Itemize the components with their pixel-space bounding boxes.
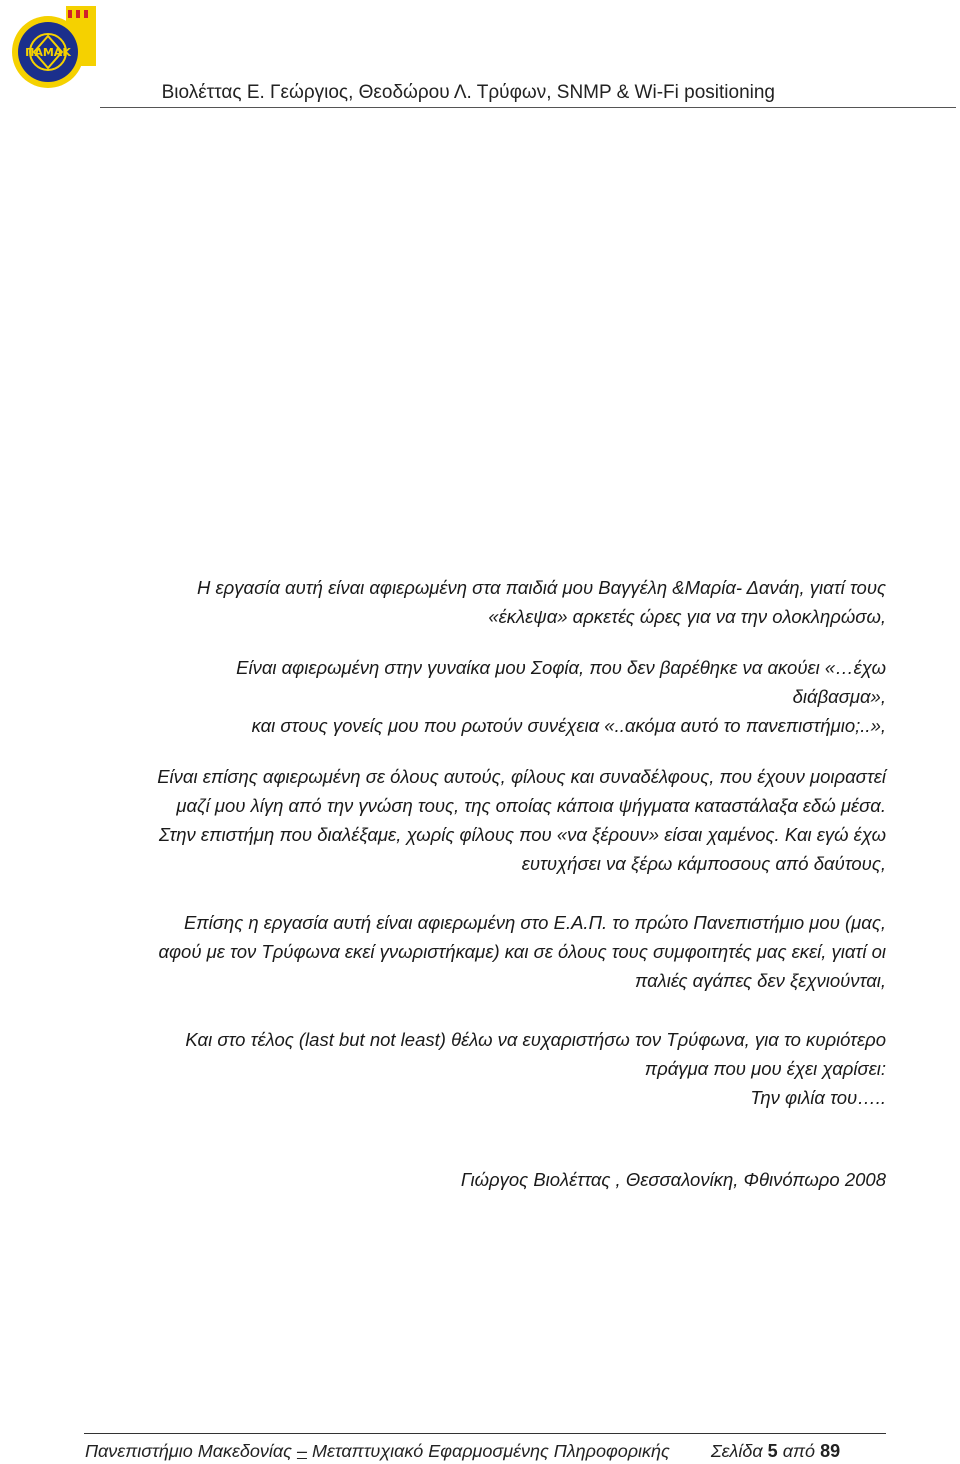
dedication-line: Την φιλία του….. — [750, 1087, 886, 1108]
dedication-line: Η εργασία αυτή είναι αφιερωμένη στα παιδιά μου Βαγγέλη &Μαρία- Δανάη, γιατί τους — [197, 577, 886, 598]
dedication-line: Είναι αφιερωμένη στην γυναίκα μου Σοφία, που δεν βαρέθηκε να ακούει «…έχω — [236, 657, 886, 678]
header-divider — [100, 107, 956, 108]
footer-total-pages: 89 — [820, 1441, 841, 1461]
dedication-line: μαζί μου λίγη από την γνώση τους, της οποίας κάποια ψήγματα καταστάλαξα εδώ μέσα. — [176, 795, 886, 816]
dedication-line: Είναι επίσης αφιερωμένη σε όλους αυτούς, φίλους και συναδέλφους, που έχουν μοιραστεί — [157, 766, 886, 787]
logo-text: ΠΑΜΑΚ — [25, 46, 71, 59]
dedication-line: αφού με τον Τρύφωνα εκεί γνωριστήκαμε) και σε όλους τους συμφοιτητές μας εκεί, γιατί οι — [158, 941, 886, 962]
dedication-line: και στους γονείς μου που ρωτούν συνέχεια «..ακόμα αυτό το πανεπιστήμιο;..», — [251, 715, 886, 736]
dedication-line: Και στο τέλος (last but not least) θέλω να ευχαριστήσω τον Τρύφωνα, για το κυριότερο — [185, 1029, 886, 1050]
dedication-block — [60, 573, 886, 1194]
footer-institution: Πανεπιστήμιο Μακεδονίας — [85, 1441, 292, 1461]
dedication-line: Επίσης η εργασία αυτή είναι αφιερωμένη στο Ε.Α.Π. το πρώτο Πανεπιστήμιο μου (μας, — [183, 912, 886, 933]
footer-page-number: 5 — [767, 1441, 778, 1461]
footer-of-label: από — [782, 1441, 816, 1461]
footer-dash: – — [296, 1441, 307, 1461]
footer-divider — [84, 1433, 886, 1434]
dedication-line: παλιές αγάπες δεν ξεχνιούνται, — [634, 970, 886, 991]
dedication-line: διάβασμα», — [792, 686, 886, 707]
footer-page-label: Σελίδα — [710, 1441, 763, 1461]
running-header: Βιολέττας Ε. Γεώργιος, Θεοδώρου Λ. Τρύφων, SNMP & Wi-Fi positioning — [161, 82, 775, 103]
dedication-line: «έκλεψα» αρκετές ώρες για να την ολοκληρώσω, — [488, 606, 886, 627]
dedication-line: ευτυχήσει να ξέρω κάμποσους από δαύτους, — [521, 853, 886, 874]
footer-program: Μεταπτυχιακό Εφαρμοσμένης Πληροφορικής — [311, 1441, 670, 1461]
signature-line: Γιώργος Βιολέττας , Θεσσαλονίκη, Φθινόπωρο 2008 — [460, 1169, 886, 1190]
dedication-line: Στην επιστήμη που διαλέξαμε, χωρίς φίλους που «να ξέρουν» είσαι χαμένος. Και εγώ έχω — [158, 824, 886, 845]
page-footer — [85, 1441, 840, 1462]
dedication-line: πράγμα που μου έχει χαρίσει: — [644, 1058, 886, 1079]
